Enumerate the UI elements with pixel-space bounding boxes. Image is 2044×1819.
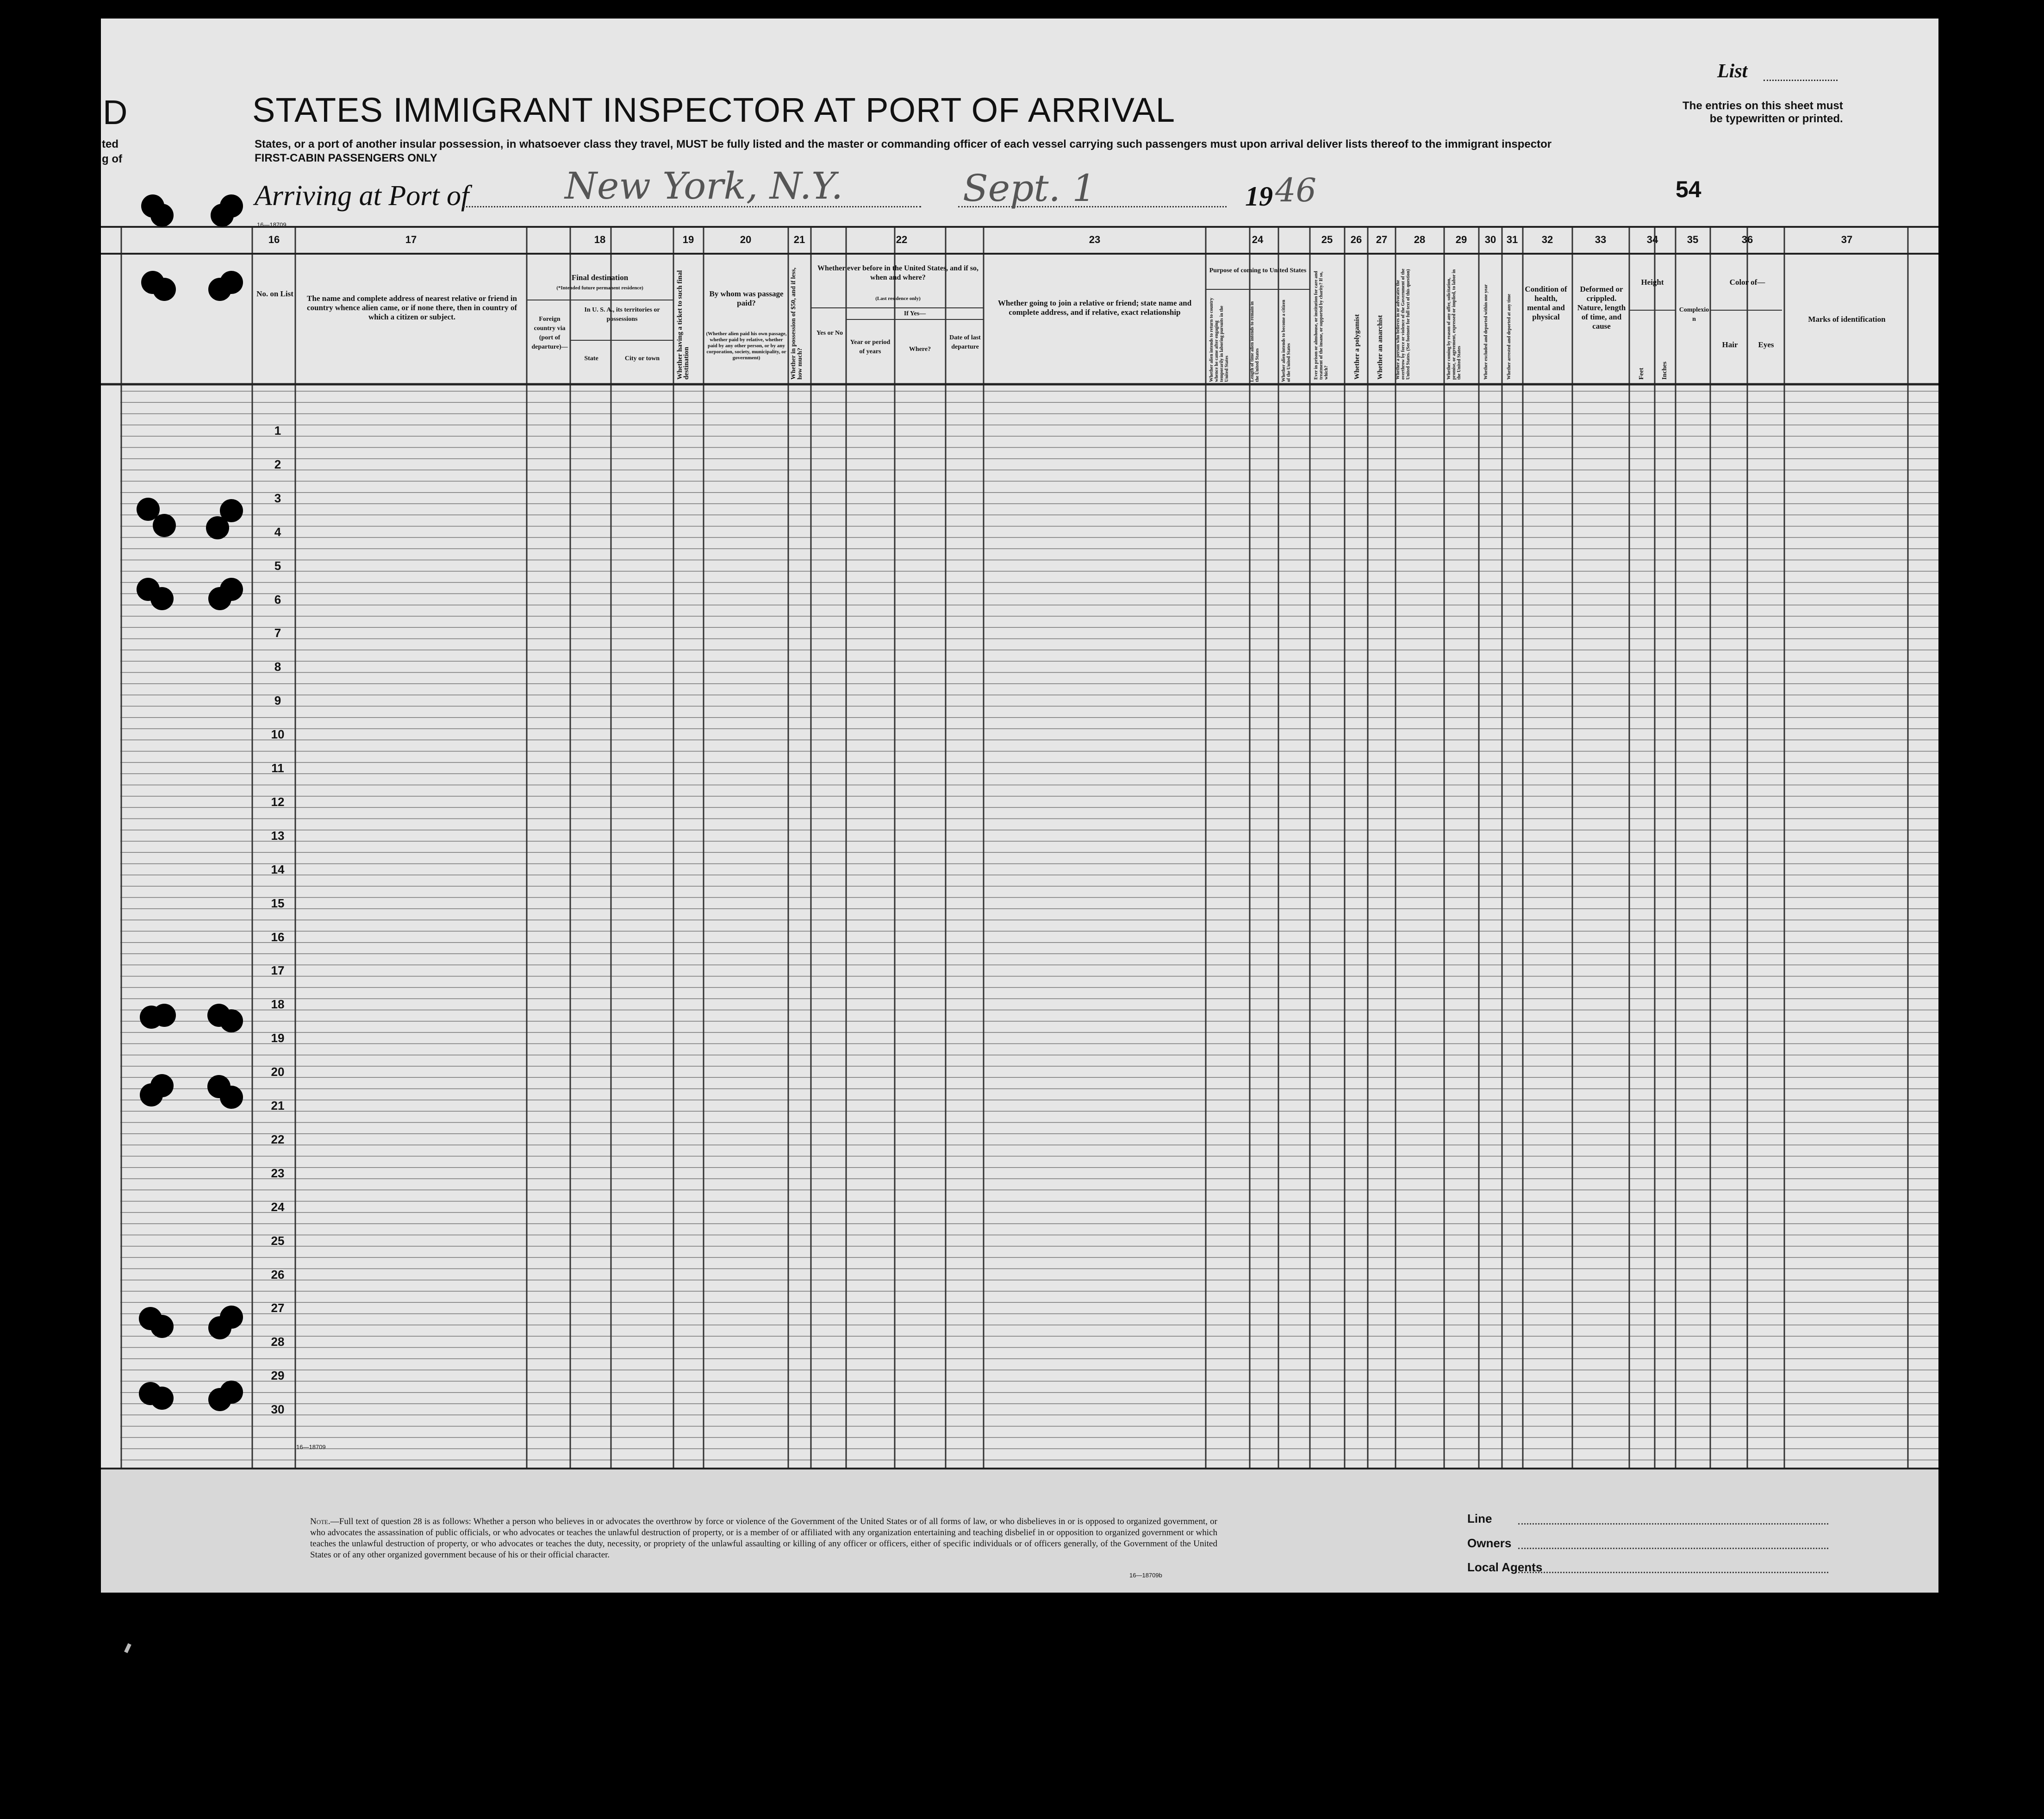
column-number: 33 xyxy=(1595,234,1607,245)
footnote-label: Note. xyxy=(310,1517,330,1526)
header-col22-where: Where? xyxy=(909,346,931,353)
header-col22-note: (Last residence only) xyxy=(875,296,921,301)
row-number: 24 xyxy=(271,1200,285,1214)
header-col24-return: Whether alien intends to return to country whence he came after engaging temporarily in laboring pursuits in the United States xyxy=(1209,298,1229,382)
punch-hole xyxy=(150,1315,174,1338)
row-number: 23 xyxy=(271,1166,285,1180)
punch-hole xyxy=(150,587,174,610)
column-number: 25 xyxy=(1321,234,1333,245)
form-number: 16—18709 xyxy=(257,221,287,228)
header-col18-city: City or town xyxy=(624,355,660,362)
header-col24-citizen: Whether alien intends to become a citizen of the United States xyxy=(1281,300,1291,382)
row-number: 7 xyxy=(274,626,281,640)
header-col34: Height xyxy=(1641,278,1664,287)
punch-hole xyxy=(153,1004,176,1027)
row-number: 14 xyxy=(271,862,285,876)
signature-agents-label: Local Agents xyxy=(1467,1560,1543,1574)
row-number: 9 xyxy=(274,694,281,708)
column-number: 31 xyxy=(1506,234,1518,245)
header-col18-note: (*Intended future permanent residence) xyxy=(556,285,643,291)
row-number: 2 xyxy=(274,457,281,471)
header-col18-state: State xyxy=(584,355,598,362)
column-number: 19 xyxy=(682,234,694,245)
column-number: 36 xyxy=(1741,234,1753,245)
edge-fragment-1: ted xyxy=(102,138,118,150)
bottom-form-number: 16—18709b xyxy=(1129,1572,1162,1579)
row-number: 6 xyxy=(274,592,281,606)
footnote xyxy=(310,1516,1217,1561)
column-number: 27 xyxy=(1376,234,1388,245)
entries-note-line-1: The entries on this sheet must xyxy=(1683,100,1843,112)
header-col22-yesno: Yes or No xyxy=(816,330,843,337)
punch-hole xyxy=(220,194,243,218)
punch-hole xyxy=(150,1387,174,1410)
punch-hole xyxy=(150,1074,174,1097)
list-label: List xyxy=(1717,61,1748,82)
arriving-label: Arriving at Port of xyxy=(255,180,469,212)
row-number: 30 xyxy=(271,1402,285,1417)
row-number: 28 xyxy=(271,1335,285,1349)
header-col34-feet: Feet xyxy=(1638,368,1645,380)
column-number: 18 xyxy=(594,234,606,245)
row-number: 19 xyxy=(271,1031,285,1045)
header-col18: Final destination xyxy=(571,273,629,282)
row-number: 22 xyxy=(271,1132,285,1146)
year-printed: 19 xyxy=(1245,181,1273,212)
column-number: 22 xyxy=(896,234,908,245)
punch-hole xyxy=(220,1086,243,1109)
header-col29: Whether coming by reason of any offer, solicitation, promise, or agreement, expressed or implied, to labor in the United States xyxy=(1446,269,1462,380)
header-col33: Deformed or crippled. Nature, length of time, and cause xyxy=(1577,285,1626,331)
header-col36: Color of— xyxy=(1729,278,1765,287)
header-col28: Whether a person who believes in or advocates the overthrow by force or violence of the Government of the United States. (See footnote for full text of this question) xyxy=(1396,269,1411,380)
punch-hole xyxy=(220,578,243,601)
row-number: 4 xyxy=(274,525,281,539)
header-col17: The name and complete address of nearest relative or friend in country whence alien came, or if none there, then in country of which a citizen or subject. xyxy=(306,294,517,321)
punch-hole xyxy=(153,514,176,537)
header-col22-ifyes: If Yes— xyxy=(904,310,926,317)
signature-owners-label: Owners xyxy=(1467,1536,1512,1550)
header-col35: Complexion xyxy=(1679,306,1709,323)
header-col26: Whether a polygamist xyxy=(1353,314,1361,380)
punch-hole xyxy=(220,271,243,294)
header-col22-departure: Date of last departure xyxy=(949,334,981,350)
signature-line-label: Line xyxy=(1467,1512,1492,1525)
header-col32: Condition of health, mental and physical xyxy=(1525,285,1567,321)
column-number: 17 xyxy=(405,234,417,245)
header-col37: Marks of identification xyxy=(1808,315,1886,324)
row-number: 13 xyxy=(271,828,285,843)
row-number: 12 xyxy=(271,794,285,809)
column-number: 28 xyxy=(1414,234,1426,245)
column-number: 29 xyxy=(1455,234,1467,245)
punch-hole xyxy=(220,1306,243,1329)
row-number: 21 xyxy=(271,1099,285,1113)
row-number: 3 xyxy=(274,491,281,505)
punch-hole xyxy=(150,204,174,227)
signature-owners-field xyxy=(1518,1548,1828,1549)
signature-line-field xyxy=(1518,1523,1828,1525)
column-number: 16 xyxy=(268,234,280,245)
header-col34-inches: Inches xyxy=(1661,362,1668,380)
column-number: 24 xyxy=(1252,234,1264,245)
header-col31: Whether arrested and deported at any time xyxy=(1507,294,1512,380)
row-number: 15 xyxy=(271,896,285,910)
header-col20: By whom was passage paid? xyxy=(709,289,784,307)
header-col22-years: Year or period of years xyxy=(850,339,891,355)
column-number: 30 xyxy=(1484,234,1496,245)
column-number: 37 xyxy=(1841,234,1853,245)
instruction-text: States, or a port of another insular possession, in whatsoever class they travel, MUST be fully listed and the master or commanding officer of each vessel carrying such passengers must upon arrival deliver lists thereof to the immigrant inspector xyxy=(255,138,1552,150)
header-col25: Ever in prison or almshouse, or institution for care and treatment of the insane, or supported by charity? If so, which? xyxy=(1314,271,1329,380)
column-number: 26 xyxy=(1350,234,1362,245)
column-number: 23 xyxy=(1089,234,1101,245)
header-col36-eyes: Eyes xyxy=(1758,340,1774,349)
header-col36-hair: Hair xyxy=(1722,340,1738,349)
row-number: 11 xyxy=(271,761,284,775)
header-col27: Whether an anarchist xyxy=(1377,315,1384,380)
row-number: 25 xyxy=(271,1233,285,1248)
punch-hole xyxy=(220,1009,243,1032)
column-number: 20 xyxy=(740,234,752,245)
row-number: 16 xyxy=(271,930,285,944)
row-number: 20 xyxy=(271,1065,285,1079)
column-number: 21 xyxy=(793,234,805,245)
row-number: 5 xyxy=(274,558,281,573)
header-col23: Whether going to join a relative or friend; state name and complete address, and if relative, exact relationship xyxy=(997,299,1192,317)
header-col16: No. on List xyxy=(256,289,293,298)
column-number: 32 xyxy=(1541,234,1553,245)
row-number: 17 xyxy=(271,963,285,978)
punch-hole xyxy=(220,1381,243,1404)
sheet-number: 54 xyxy=(1676,176,1701,202)
header-col18-foreign: Foreign country via (port of departure)— xyxy=(531,316,568,350)
header-col22: Whether ever before in the United States, and if so, when and where? xyxy=(817,264,978,281)
row-number: 27 xyxy=(271,1301,285,1315)
row-number: 1 xyxy=(274,424,281,438)
page-title: STATES IMMIGRANT INSPECTOR AT PORT OF ARRIVAL xyxy=(252,91,1176,129)
port-handwritten: New York, N.Y. xyxy=(565,164,843,207)
header-col21: Whether in possession of $50, and if less, how much? xyxy=(790,267,804,380)
header-col24-length: Length of time alien intends to remain in the United States xyxy=(1250,301,1260,382)
header-col19: Whether having a ticket to such final destination xyxy=(676,270,690,380)
row-number: 10 xyxy=(271,727,285,742)
header-col30: Whether excluded and deported within one year xyxy=(1483,284,1489,380)
class-line: FIRST-CABIN PASSENGERS ONLY xyxy=(255,152,437,164)
punch-hole xyxy=(153,278,176,301)
row-number: 18 xyxy=(271,997,285,1012)
row-number: 26 xyxy=(271,1267,285,1281)
entries-note-line-2: be typewritten or printed. xyxy=(1709,113,1843,125)
footnote-text: —Full text of question 28 is as follows: Whether a person who believes in or advocates the overthrow by force or violence of the Government of the United States or of all forms of law, or who disbelieves in or is opposed to organized government, or who advocates the assassination of public officials, or who advocates or teaches the unlawful destruction of property, or is a member of or affiliated with any organization entertaining and teaching disbelief in or opposition to organized government or which teaches the unlawful destruction of property, or who advocates or teaches the duty, necessity, or propriety of the unlawful assaulting or killing of any officer or officers, either of specific individuals or of officers generally, of the Government of the United States or of any other organized government because of his or their official character. xyxy=(310,1517,1217,1560)
header-col20-note: (Whether alien paid his own passage, whether paid by relative, whether paid by any other person, or by any corporation, society, municipality, or government) xyxy=(706,331,787,361)
title-edge-fragment: D xyxy=(103,93,128,131)
header-col24: Purpose of coming to United States xyxy=(1209,267,1307,274)
signature-agents-field xyxy=(1518,1572,1828,1573)
column-number: 35 xyxy=(1687,234,1699,245)
punch-hole xyxy=(220,499,243,522)
year-handwritten: 46 xyxy=(1275,171,1317,209)
row-number: 8 xyxy=(274,660,281,674)
table-form-number: 16—18709 xyxy=(296,1444,326,1450)
date-handwritten: Sept. 1 xyxy=(963,167,1096,210)
row-number: 29 xyxy=(271,1369,285,1383)
column-number: 34 xyxy=(1646,234,1658,245)
header-col18-usa: In U. S. A., its territories or possessions xyxy=(584,306,660,323)
edge-fragment-2: g of xyxy=(102,153,122,165)
